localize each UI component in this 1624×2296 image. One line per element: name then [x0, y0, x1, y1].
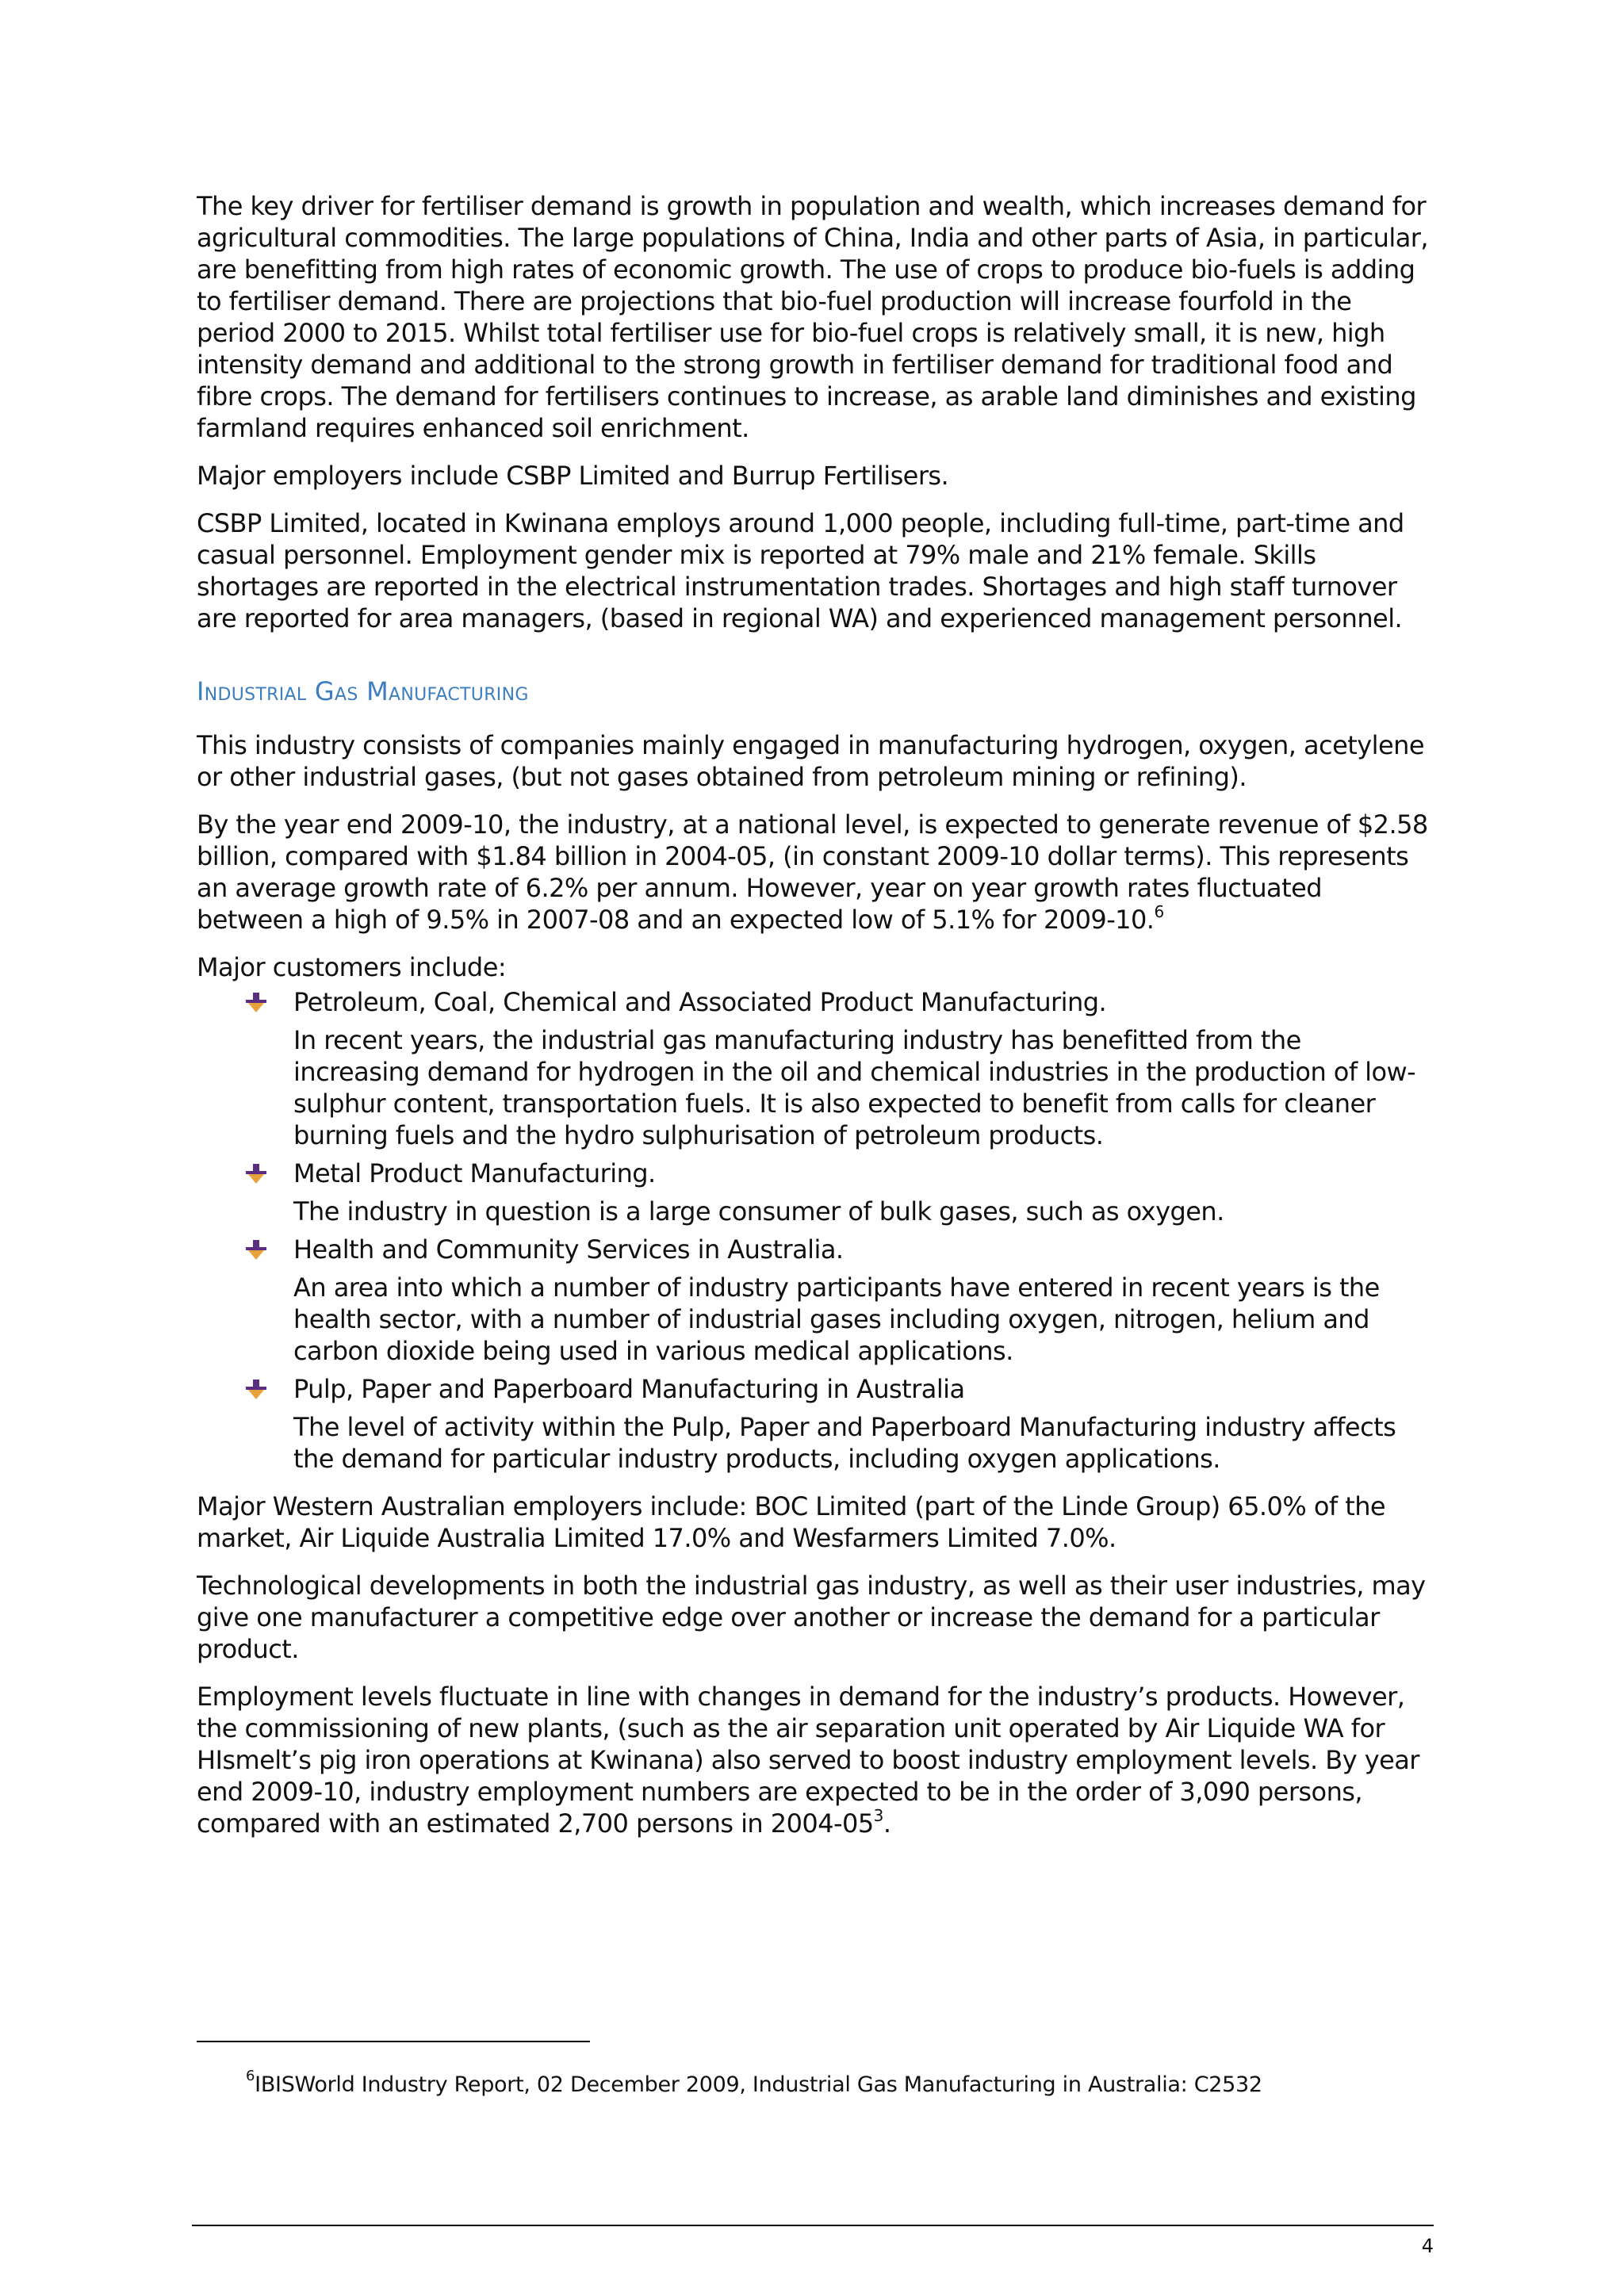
customer-description: In recent years, the industrial gas manufacturing industry has benefitted from the increasing demand for hydrogen in the oil and chemical industries in the production of low-sulphur content, transportation fuels. It is also expected to benefit from calls for cleaner burning fuels and the hydro sulphurisation of petroleum products. [293, 1025, 1416, 1150]
footnote [246, 2068, 1262, 2099]
list-item [197, 1234, 1434, 1367]
section-heading: Industrial Gas Manufacturing [197, 676, 529, 706]
customer-title: Pulp, Paper and Paperboard Manufacturing in Australia [293, 1374, 965, 1404]
intro-paragraph-1: The key driver for fertiliser demand is growth in population and wealth, which increases demand for agricultural commodities. The large populations of China, India and other parts of Asia, in particular, are benefitting from high rates of economic growth. The use of crops to produce bio-fuels is adding to fertiliser demand. There are projections that bio-fuel production will increase fourfold in the period 2000 to 2015. Whilst total fertiliser use for bio-fuel crops is relatively small, it is new, high intensity demand and additional to the strong growth in fertiliser demand for traditional food and fibre crops. The demand for fertilisers continues to increase, as arable land diminishes and existing farmland requires enhanced soil enrichment. [197, 191, 1428, 443]
customer-description: An area into which a number of industry participants have entered in recent years is the health sector, with a number of industrial gases including oxygen, nitrogen, helium and carbon dioxide being used in various medical applications. [293, 1272, 1380, 1366]
intro-paragraph-2: Major employers include CSBP Limited and Burrup Fertilisers. [197, 461, 949, 491]
customer-description: The industry in question is a large consumer of bulk gases, such as oxygen. [293, 1196, 1224, 1226]
footnote-number: 6 [246, 2068, 255, 2084]
customer-title: Petroleum, Coal, Chemical and Associated Product Manufacturing. [293, 987, 1107, 1017]
footnote-ref-3[interactable]: 3 [873, 1806, 883, 1826]
customer-title: Metal Product Manufacturing. [293, 1158, 656, 1188]
footnote-text: IBISWorld Industry Report, 02 December 2009, Industrial Gas Manufacturing in Australia: C2532 [255, 2072, 1262, 2097]
technology-paragraph: Technological developments in both the industrial gas industry, as well as their user industries, may give one manufacturer a competitive edge over another or increase the demand for a particular product. [197, 1571, 1426, 1664]
page-content [197, 190, 1434, 1855]
customer-title: Health and Community Services in Australia. [293, 1234, 844, 1265]
arrow-down-bullet-icon [246, 1380, 266, 1400]
page-number: 4 [1421, 2235, 1434, 2257]
list-item [197, 1158, 1434, 1227]
arrow-down-bullet-icon [246, 1164, 266, 1184]
footer-rule [192, 2225, 1434, 2226]
section-paragraph-2 [197, 809, 1434, 936]
employment-paragraph-text: Employment levels fluctuate in line with changes in demand for the industry’s products. However, the commissioning of new plants, (such as the air separation unit operated by Air Liquide WA for HIsmelt’s pig iron operations at Kwinana) also served to boost industry employment levels. By year end 2009-10, industry employment numbers are expected to be in the order of 3,090 persons, compared with an estimated 2,700 persons in 2004-05 [197, 1682, 1419, 1839]
arrow-down-bullet-icon [246, 1240, 266, 1261]
footnote-ref-6[interactable]: 6 [1154, 902, 1164, 922]
section-paragraph-2-text: By the year end 2009-10, the industry, at a national level, is expected to generate revenue of $2.58 billion, compared with $1.84 billion in 2004-05, (in constant 2009-10 dollar terms). This represents an average growth rate of 6.2% per annum. However, year on year growth rates fluctuated between a high of 9.5% in 2007-08 and an expected low of 5.1% for 2009-10. [197, 809, 1428, 935]
employment-paragraph-end: . [883, 1808, 891, 1839]
footnote-separator [197, 2041, 590, 2042]
arrow-down-bullet-icon [246, 993, 266, 1013]
section-paragraph-1: This industry consists of companies mainly engaged in manufacturing hydrogen, oxygen, acetylene or other industrial gases, (but not gases obtained from petroleum mining or refining). [197, 730, 1424, 792]
intro-paragraph-3: CSBP Limited, located in Kwinana employs around 1,000 people, including full-time, part-time and casual personnel. Employment gender mix is reported at 79% male and 21% female. Skills shortages are reported in the electrical instrumentation trades. Shortages and high staff turnover are reported for area managers, (based in regional WA) and experienced management personnel. [197, 508, 1404, 633]
customers-list [197, 986, 1434, 1475]
list-item [197, 1373, 1434, 1475]
customers-intro: Major customers include: [197, 952, 507, 982]
customer-description: The level of activity within the Pulp, Paper and Paperboard Manufacturing industry affects the demand for particular industry products, including oxygen applications. [293, 1412, 1396, 1474]
list-item [197, 986, 1434, 1151]
employers-paragraph: Major Western Australian employers include: BOC Limited (part of the Linde Group) 65.0% of the market, Air Liquide Australia Limited 17.0% and Wesfarmers Limited 7.0%. [197, 1491, 1386, 1553]
employment-paragraph [197, 1681, 1434, 1839]
